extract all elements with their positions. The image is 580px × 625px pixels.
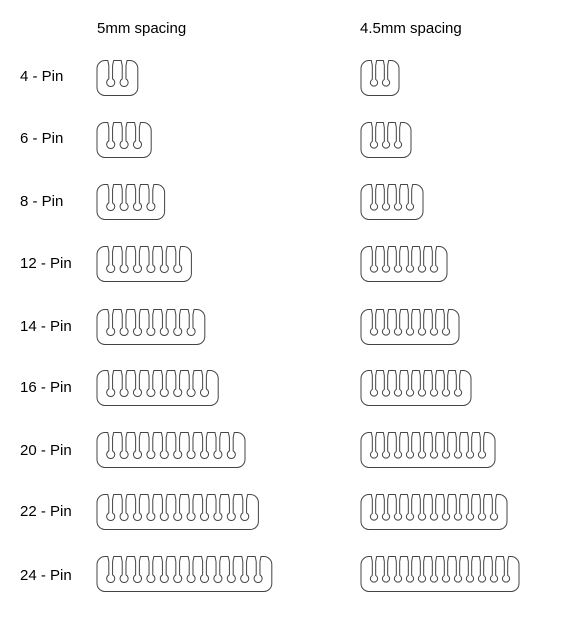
comb-20-pin-4-5mm — [361, 433, 495, 468]
comb-22-pin-5mm — [97, 495, 258, 530]
comb-12-pin-5mm — [97, 247, 191, 282]
row-label-16-pin: 16 - Pin — [20, 379, 72, 396]
comb-16-pin-5mm — [97, 371, 218, 406]
row-label-22-pin: 22 - Pin — [20, 503, 72, 520]
row-label-6-pin: 6 - Pin — [20, 130, 64, 147]
header-5mm-spacing: 5mm spacing — [97, 20, 187, 37]
comb-20-pin-5mm — [97, 433, 245, 468]
row-label-12-pin: 12 - Pin — [20, 255, 72, 272]
comb-22-pin-4-5mm — [361, 495, 507, 530]
row-label-20-pin: 20 - Pin — [20, 442, 72, 459]
row-label-14-pin: 14 - Pin — [20, 318, 72, 335]
comb-8-pin-5mm — [97, 185, 165, 220]
comb-6-pin-4-5mm — [361, 123, 411, 158]
comb-6-pin-5mm — [97, 123, 151, 158]
comb-4-pin-4-5mm — [361, 61, 399, 96]
comb-14-pin-4-5mm — [361, 310, 459, 345]
comb-4-pin-5mm — [97, 61, 138, 96]
comb-24-pin-4-5mm — [361, 557, 519, 592]
comb-24-pin-5mm — [97, 557, 272, 592]
comb-12-pin-4-5mm — [361, 247, 447, 282]
comb-16-pin-4-5mm — [361, 371, 471, 406]
row-label-24-pin: 24 - Pin — [20, 567, 72, 584]
header-4-5mm-spacing: 4.5mm spacing — [360, 20, 462, 37]
row-label-4-pin: 4 - Pin — [20, 68, 64, 85]
comb-8-pin-4-5mm — [361, 185, 423, 220]
row-label-8-pin: 8 - Pin — [20, 193, 64, 210]
comb-14-pin-5mm — [97, 310, 205, 345]
